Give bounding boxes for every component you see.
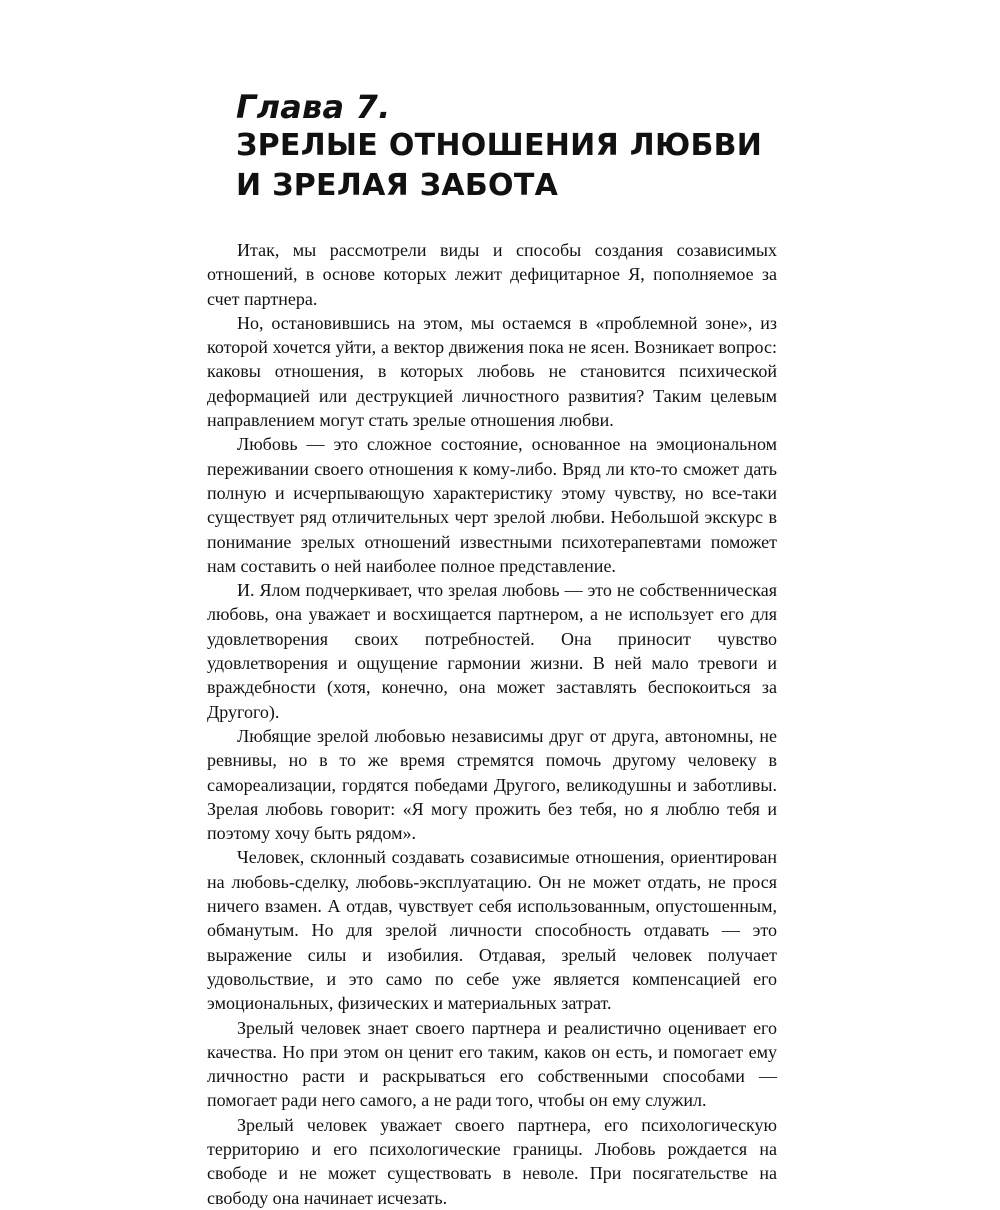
- paragraph: Итак, мы рассмотрели виды и способы создания созависимых отношений, в основе которых лежит дефицитарное Я, пополняемое за счет партнера.: [207, 240, 777, 309]
- chapter-title-line-1: ЗРЕЛЫЕ ОТНОШЕНИЯ ЛЮБВИ: [236, 128, 763, 163]
- paragraph: Зрелый человек уважает своего партнера, его психологическую территорию и его психологические границы. Любовь рождается на свободе и не может существовать в неволе. При посягательстве на свободу она начинает исчезать.: [207, 1114, 777, 1208]
- chapter-heading: [236, 88, 796, 206]
- paragraph: Любящие зрелой любовью независимы друг от друга, автономны, не ревнивы, но в то же время стремятся помочь другому человеку в самореализации, гордятся победами Другого, великодушны и заботливы. Зрелая любовь говорит: «Я могу прожить без тебя, но я люблю тебя и поэтому хочу быть рядом».: [207, 725, 777, 844]
- chapter-title-line-2: И ЗРЕЛАЯ ЗАБОТА: [236, 168, 559, 203]
- chapter-number: Глава 7.: [236, 88, 391, 126]
- paragraph: Но, остановившись на этом, мы остаемся в «проблемной зоне», из которой хочется уйти, а вектор движения пока не ясен. Возникает вопрос: каковы отношения, в которых любовь не становится психической деформацией или деструкцией личностного развития? Таким целевым направлением могут стать зрелые отношения любви.: [207, 312, 777, 431]
- body-text: [207, 238, 777, 1210]
- paragraph: Человек, склонный создавать созависимые отношения, ориентирован на любовь-сделку, любовь-эксплуатацию. Он не может отдать, не прося ничего взамен. А отдав, чувствует себя использованным, опустошенным, обманутым. Но для зрелой личности способность отдавать — это выражение силы и изобилия. Отдавая, зрелый человек получает удовольствие, и это само по себе уже является компенсацией его эмоциональных, физических и материальных затрат.: [207, 847, 777, 1014]
- paragraph: Зрелый человек знает своего партнера и реалистично оценивает его качества. Но при этом он ценит его таким, каков он есть, и помогает ему личностно расти и раскрываться его собственными способами — помогает ради него самого, а не ради того, чтобы он ему служил.: [207, 1017, 777, 1111]
- paragraph: И. Ялом подчеркивает, что зрелая любовь — это не собственническая любовь, она уважает и восхищается партнером, а не использует его для удовлетворения своих потребностей. Она приносит чувство удовлетворения и ощущение гармонии жизни. В ней мало тревоги и враждебности (хотя, конечно, она может заставлять беспокоиться за Другого).: [207, 580, 777, 722]
- paragraph: Любовь — это сложное состояние, основанное на эмоциональном переживании своего отношения к кому-либо. Вряд ли кто-то сможет дать полную и исчерпывающую характеристику этому чувству, но все-таки существует ряд отличительных черт зрелой любви. Небольшой экскурс в понимание зрелых отношений известными психотерапевтами поможет нам составить о ней наиболее полное представление.: [207, 434, 777, 576]
